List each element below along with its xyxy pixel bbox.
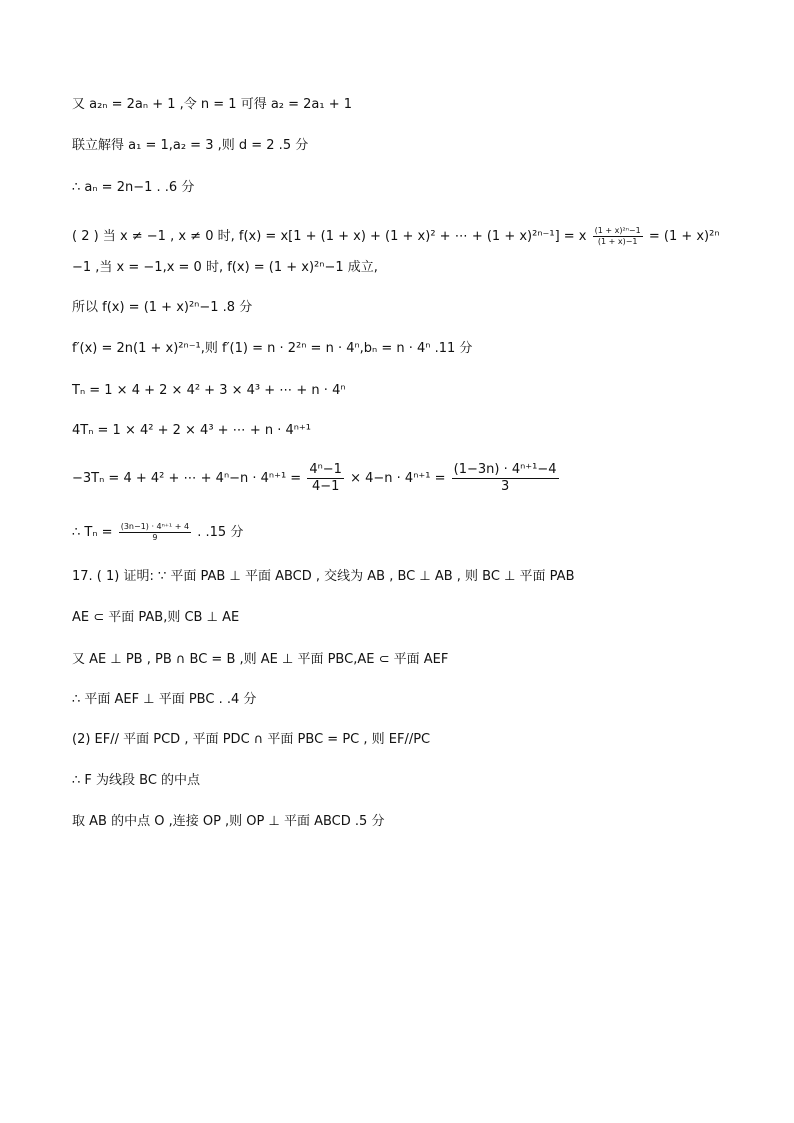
fraction-denominator: 9 xyxy=(152,533,158,542)
line-text: 又 a₂ₙ = 2aₙ + 1 ,令 n = 1 可得 a₂ = 2a₁ + 1 xyxy=(72,97,353,112)
text-line xyxy=(72,258,378,278)
text-line xyxy=(72,567,575,587)
line-text: ∴ 平面 AEF ⊥ 平面 PBC . .4 分 xyxy=(72,692,257,707)
line-text: 取 AB 的中点 O ,连接 OP ,则 OP ⊥ 平面 ABCD .5 分 xyxy=(72,814,385,829)
fraction xyxy=(452,462,559,495)
line-text: Tₙ = 1 × 4 + 2 × 4² + 3 × 4³ + ⋯ + n · 4ⁿ xyxy=(72,383,346,398)
text-line xyxy=(72,690,256,710)
text-line xyxy=(72,730,430,750)
line-text: AE ⊂ 平面 PAB,则 CB ⊥ AE xyxy=(72,610,240,625)
line-text: . .15 分 xyxy=(197,525,244,540)
text-line xyxy=(72,522,243,543)
line-text: ∴ F 为线段 BC 的中点 xyxy=(72,773,201,788)
text-line xyxy=(72,608,239,628)
fraction-numerator: (1 + x)²ⁿ−1 xyxy=(594,226,641,235)
text-line xyxy=(72,812,384,832)
line-text: ∴ Tₙ = xyxy=(72,525,113,540)
text-line xyxy=(72,226,720,247)
text-line xyxy=(72,339,472,359)
fraction xyxy=(593,226,643,247)
text-line xyxy=(72,421,311,441)
line-text: = (1 + x)²ⁿ xyxy=(648,229,720,244)
fraction xyxy=(119,522,191,543)
line-text: 又 AE ⊥ PB , PB ∩ BC = B ,则 AE ⊥ 平面 PBC,AE ⊂ 平面 AEF xyxy=(72,652,449,667)
text-line xyxy=(72,178,194,198)
line-text: 所以 f(x) = (1 + x)²ⁿ−1 .8 分 xyxy=(72,300,253,315)
fraction xyxy=(307,462,344,495)
line-text: f′(x) = 2n(1 + x)²ⁿ⁻¹,则 f′(1) = n · 2²ⁿ = n · 4ⁿ,bₙ = n · 4ⁿ .11 分 xyxy=(72,341,473,356)
text-line xyxy=(72,650,448,670)
line-text: −3Tₙ = 4 + 4² + ⋯ + 4ⁿ−n · 4ⁿ⁺¹ = xyxy=(72,471,302,486)
fraction-numerator: 4ⁿ−1 xyxy=(309,462,342,477)
text-line xyxy=(72,771,200,791)
fraction-denominator: 3 xyxy=(500,479,510,494)
line-text: 17. ( 1) 证明: ∵ 平面 PAB ⊥ 平面 ABCD , 交线为 AB , BC ⊥ AB , 则 BC ⊥ 平面 PAB xyxy=(72,569,575,584)
text-line xyxy=(72,95,352,115)
fraction-numerator: (3n−1) · 4ⁿ⁺¹ + 4 xyxy=(120,522,190,531)
line-text: × 4−n · 4ⁿ⁺¹ = xyxy=(350,471,446,486)
line-text: 4Tₙ = 1 × 4² + 2 × 4³ + ⋯ + n · 4ⁿ⁺¹ xyxy=(72,423,312,438)
fraction-denominator: (1 + x)−1 xyxy=(597,237,638,246)
line-text: (2) EF// 平面 PCD , 平面 PDC ∩ 平面 PBC = PC , 则 EF//PC xyxy=(72,732,431,747)
line-text: −1 ,当 x = −1,x = 0 时, f(x) = (1 + x)²ⁿ−1 成立, xyxy=(72,260,378,275)
text-line xyxy=(72,136,308,156)
text-line xyxy=(72,298,252,318)
line-text: ( 2 ) 当 x ≠ −1 , x ≠ 0 时, f(x) = x[1 + (1 + x) + (1 + x)² + ⋯ + (1 + x)²ⁿ⁻¹] = x xyxy=(72,229,587,244)
text-line xyxy=(72,381,346,401)
fraction-denominator: 4−1 xyxy=(311,479,340,494)
fraction-numerator: (1−3n) · 4ⁿ⁺¹−4 xyxy=(453,462,557,477)
line-text: ∴ aₙ = 2n−1 . .6 分 xyxy=(72,180,195,195)
text-line xyxy=(72,462,561,495)
line-text: 联立解得 a₁ = 1,a₂ = 3 ,则 d = 2 .5 分 xyxy=(72,138,309,153)
